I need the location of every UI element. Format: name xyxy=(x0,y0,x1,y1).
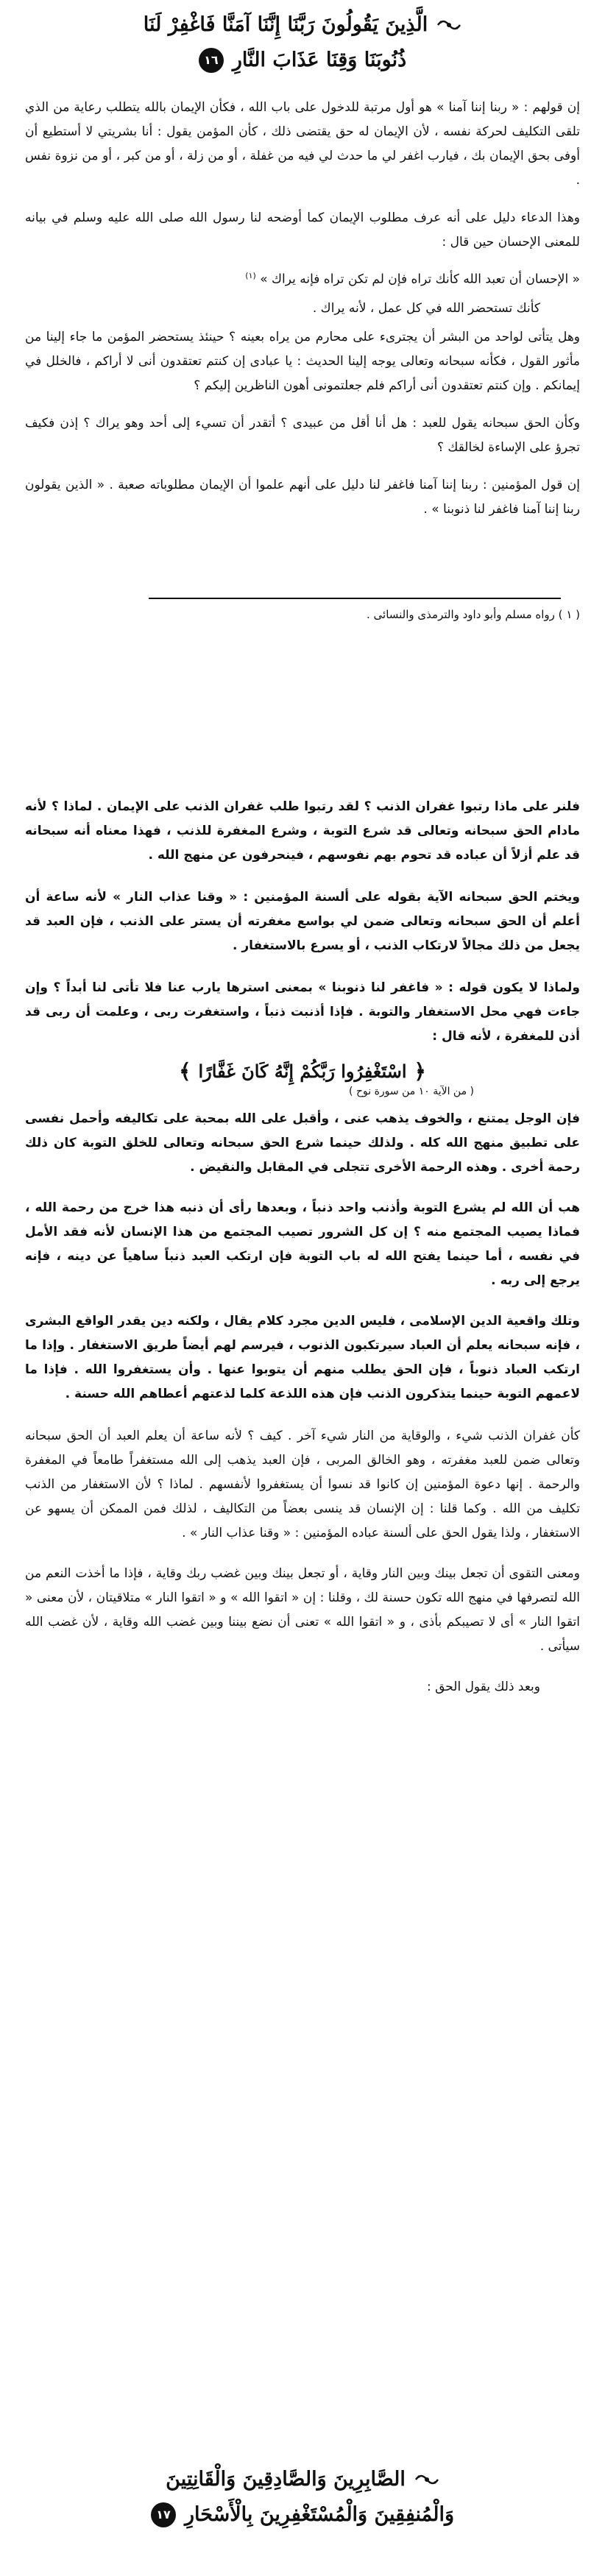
paragraph: وهل يتأتى لواحد من البشر أن يجترىء على محارم من يراه بعينه ؟ حينئذ يستحضر المؤمن ما جاء إلينا من مأثور القول ، فكأنه سبحانه وتعالى يوجه إلينا الحديث : يا عبادى إن كنتم تعتقدون أنى لا أراكم ، فالخلل في إيمانكم . وإن كنتم تعتقدون أنى أراكم فلم جعلتمونى أهون الناظرين إليكم ؟ xyxy=(25,329,580,393)
verse-line: وَالْمُنفِقِينَ وَالْمُسْتَغْفِرِينَ بِالْأَسْحَارِ xyxy=(184,2503,455,2526)
paragraph: فإن الوجل يمتنع ، والخوف يذهب عنى ، وأقبل على الله بمحبة على تكاليفه وأحمل نفسى على تطبيق منهج الله كله . ولذلك حينما شرع الحق سبحانه وتعالى للخلق التوبة كان ذلك رحمة أخرى . وهذه الرحمة الأخرى تتجلى في المقابل والنقيض . xyxy=(25,1111,580,1175)
paragraph: إن قولهم : « ربنا إننا آمنا » هو أول مرتبة للدخول على باب الله ، فكأن الإيمان بالله يتطلب رعاية من الذي تلقى التكليف لحركة نفسه ، لأن الإيمان له حق يقتضى ذلك ، كأن المؤمن يقول : أنا بشريتي لا أستطيع أن أوفى بحق الإيمان بك ، فيارب اغفر لي ما حدث لي فيه من غفلة ، أو من زلة ، أو من كبر ، أو من نزوة نفس . xyxy=(25,100,580,188)
verse-line: ذُنُوبَنَا وَقِنَا عَذَابَ النَّارِ xyxy=(232,49,407,71)
paragraph: كأنك تستحضر الله في كل عمل ، لأنه يراك . xyxy=(312,300,540,316)
hadith-quote xyxy=(21,263,584,292)
paragraph: وكأن الحق سبحانه يقول للعبد : هل أنا أقل من عبيدى ؟ أتقدر أن تسيء إلى أحد وهو يراك ؟ إذن فكيف تجرؤ على الإساءة لخالقك ؟ xyxy=(25,415,580,455)
paragraph: وبعد ذلك يقول الحق : xyxy=(426,1680,540,1694)
hadith-text: « الإحسان أن تعبد الله كأنك تراه فإن لم تكن تراه فإنه يراك » xyxy=(260,272,580,287)
verse-ornament-icon xyxy=(414,2471,439,2488)
verse-number-badge: ١٦ xyxy=(199,48,224,73)
paragraph: فلنر على ماذا رتبوا غفران الذنب ؟ لقد رتبوا طلب غفران الذنب على الإيمان . لماذا ؟ لأنه مادام الحق سبحانه وتعالى قد شرع التوبة ، وشرع المغفرة للذنب ، فهذا معناه أنه سبحانه قد علم أزلاً أن عباده قد تحوم بهم نفوسهم ، فينحرفون عن منهج الله . xyxy=(25,799,580,863)
verse-line: الصَّابِرِينَ وَالصَّادِقِينَ وَالْقَانِتِينَ xyxy=(166,2468,406,2491)
verse-reference: ( من الآية ١٠ من سورة نوح ) xyxy=(349,1086,474,1097)
page-one-body xyxy=(21,96,584,522)
paragraph: ويختم الحق سبحانه الآية بقوله على ألسنة المؤمنين : « وقنا عذاب النار » لأنه ساعة أن أعلم أن الحق سبحانه وتعالى ضمن لي بواسع مغفرته أن يستر على الذنب ، فإن العبد قد يجعل من ذلك مجالاً لارتكاب الذنب ، أو يسرع بالاستغفار . xyxy=(25,890,580,953)
footnote xyxy=(21,605,584,624)
verse-number-badge: ١٧ xyxy=(151,2502,176,2527)
paragraph: ومعنى التقوى أن تجعل بينك وبين النار وقاية ، أو تجعل بينك وبين غضب ربك وقاية ، فإذا ما أخذت النعم من الله لتصرفها في منهج الله تكون حسنة لك ، وقلنا : إن « اتقوا الله » و « اتقوا النار » متلاقيتان ، لأن معنى « اتقوا النار » أى لا تصيبكم بأذى ، و « اتقوا الله » تعنى أن نضع بيننا وبين غضب الله وقاية ، لأن غضب الله سيأتى . xyxy=(25,1566,580,1654)
verse-ornament-icon xyxy=(436,16,461,34)
paragraph: إن قول المؤمنين : ربنا إننا آمنا فاغفر لنا دليل على أنهم علموا أن الإيمان مطلوباته صعبة . « الذين يقولون ربنا إننا آمنا فاغفر لنا ذنوبنا » . xyxy=(25,477,580,517)
verse-line: الَّذِينَ يَقُولُونَ رَبَّنَا إِنَّنَا آمَنَّا فَاغْفِرْ لَنَا xyxy=(143,13,428,36)
verse-footer xyxy=(21,2462,584,2533)
paragraph: هب أن الله لم يشرع التوبة وأذنب واحد ذنباً ، وبعدها رأى أن ذنبه هذا خرج من رحمة الله ، فماذا يصيب المجتمع منه ؟ إن كل الشرور تصيب المجتمع من هذا الإنسان لأنه فقد الأمل في نفسه ، أما حينما يفتح الله له باب التوبة فإن ارتكب العبد ذنباً ساهياً عن دينه ، فإنه يرجع إلى ربه . xyxy=(25,1200,580,1288)
verse-quote: ﴿ اسْتَغْفِرُوا رَبَّكُمْ إِنَّهُ كَانَ غَفَّارًا ﴾ xyxy=(179,1059,426,1083)
footnote-divider xyxy=(149,598,561,599)
paragraph: كأن غفران الذنب شيء ، والوقاية من النار شيء آخر . كيف ؟ لأنه ساعة أن يعلم العبد أن الحق سبحانه وتعالى ضمن للعبد مغفرته ، وهو الخالق المربى ، فإن العبد يذهب إلى الله مستغفراً طامعاً في المغفرة والرحمة . إنها دعوة المؤمنين إن كانوا قد نسوا أن يستغفروا لأنفسهم . لماذا ؟ لأن الاستغفار من الذنب تكليف من الله . وكما قلنا : إن الإنسان قد ينسى بعضاً من التكاليف ، لذلك فمن الممكن أن يسهو عن الاستغفار ، ولذا يقول الحق على ألسنة عباده المؤمنين : « وقنا عذاب النار » . xyxy=(25,1429,580,1540)
footnote-text: ( ١ ) رواه مسلم وأبو داود والترمذى والنسائى . xyxy=(366,608,580,621)
verse-header-top xyxy=(21,7,584,78)
verse-quote-text: اسْتَغْفِرُوا رَبَّكُمْ إِنَّهُ كَانَ غَفَّارًا xyxy=(198,1061,407,1082)
page-two-body xyxy=(21,795,584,1699)
paragraph: وتلك واقعية الدين الإسلامى ، فليس الدين مجرد كلام يقال ، ولكنه دين يقدر الواقع البشرى ، فإنه سبحانه يعلم أن العباد سيرتكبون الذنوب ، فيرسم لهم أيضاً طريق الاستغفار . وإذا ما ارتكب العباد ذنوباً ، فإن الحق يطلب منهم أن يتوبوا عنها . وأن يستغفروا الله . فإذا ما لاعمهم التوبة حينما يتذكرون الذنب فإن هذه اللذعة كلما لذعتهم أعطاهم الله حسنة . xyxy=(25,1314,580,1401)
paragraph: وهذا الدعاء دليل على أنه عرف مطلوب الإيمان كما أوضحه لنا رسول الله صلى الله عليه وسلم في بيانه للمعنى الإحسان حين قال : xyxy=(25,210,580,250)
paragraph: ولماذا لا يكون قوله : « فاغفر لنا ذنوبنا » بمعنى استرها يارب عنا فلا تأتى لنا أبداً ؟ وإن جاءت فهي محل الاستغفار والتوبة . فإذا أذنبت ذنباً ، واستغفرت ربى ، وعلمت أن ربى قد أذن للمغفرة ، لأنه قال : xyxy=(25,980,580,1044)
footnote-ref: (١) xyxy=(245,271,256,280)
